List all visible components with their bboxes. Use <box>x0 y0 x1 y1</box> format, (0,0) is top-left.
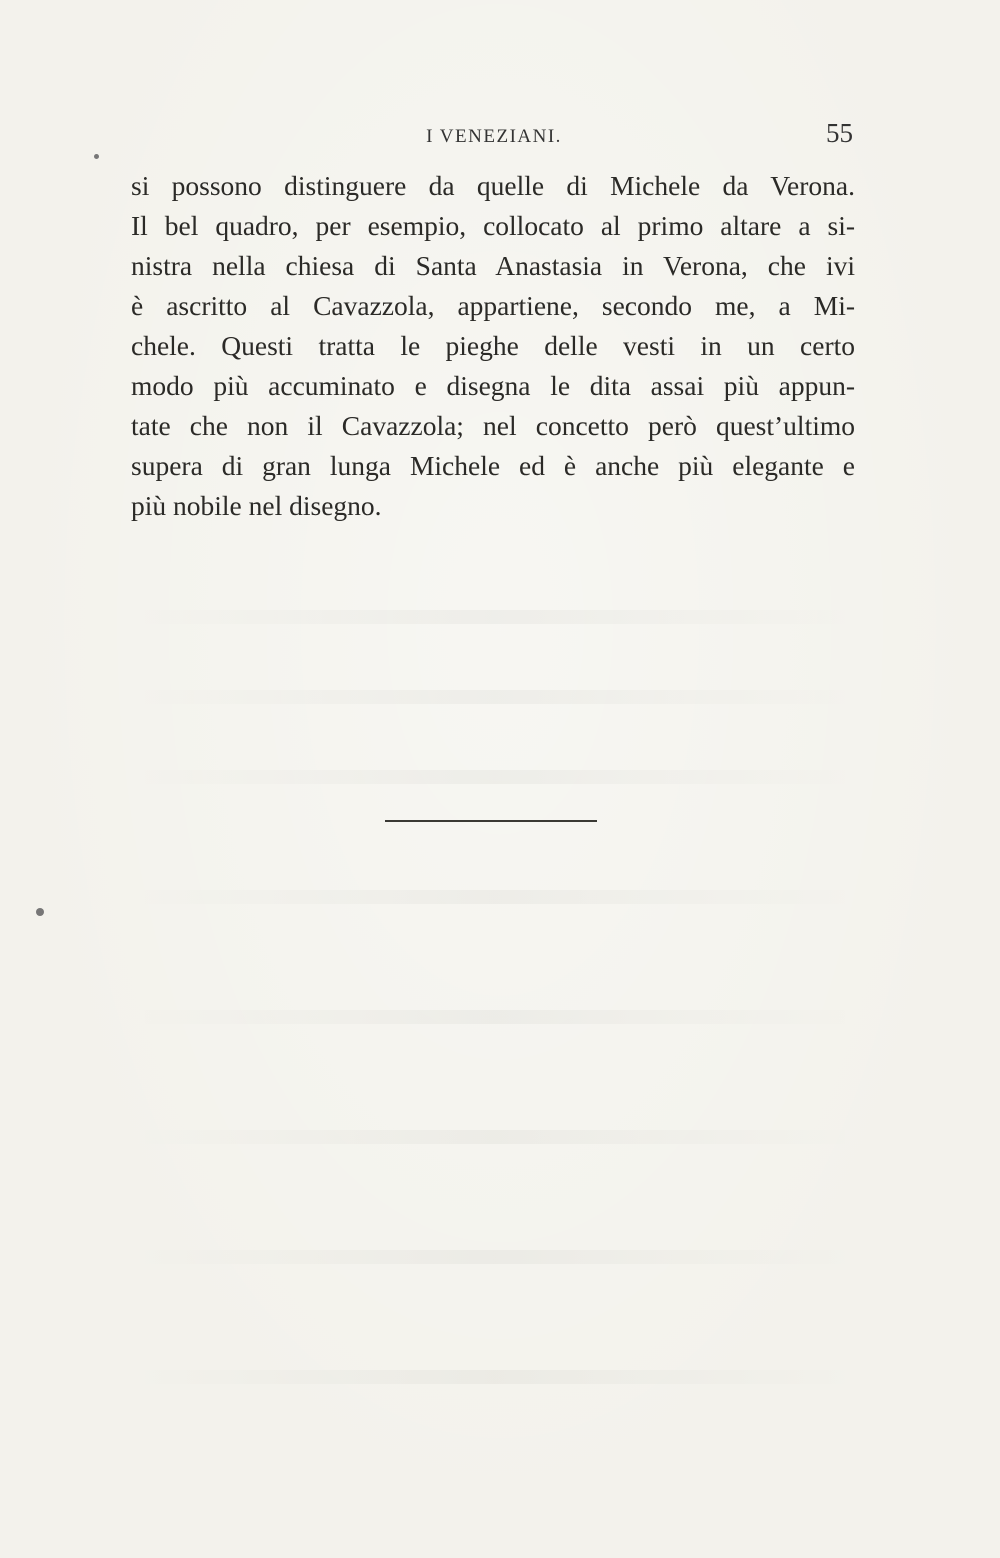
show-through-shading <box>130 1250 860 1264</box>
text-line: supera di gran lunga Michele ed è anche più elegante e <box>131 450 855 481</box>
text-line: tate che non il Cavazzola; nel concetto però quest’ultimo <box>131 410 855 441</box>
section-divider-rule <box>385 820 597 822</box>
paper-speck <box>94 154 99 159</box>
text-line: si possono distinguere da quelle di Michele da Verona. <box>131 170 855 201</box>
show-through-shading <box>130 1130 860 1144</box>
text-line: è ascritto al Cavazzola, appartiene, secondo me, a Mi- <box>131 290 855 321</box>
text-line: più nobile nel disegno. <box>131 490 382 521</box>
running-title: I VENEZIANI. <box>426 126 562 147</box>
text-line: Il bel quadro, per esempio, collocato al primo altare a si- <box>131 210 855 241</box>
show-through-shading <box>130 610 860 624</box>
text-line: modo più accuminato e disegna le dita assai più appun- <box>131 370 855 401</box>
show-through-shading <box>130 1370 860 1384</box>
paper-speck <box>36 908 44 916</box>
running-head <box>135 118 853 154</box>
text-line: nistra nella chiesa di Santa Anastasia in Verona, che ivi <box>131 250 855 281</box>
show-through-shading <box>130 1010 860 1024</box>
page-number: 55 <box>826 118 853 148</box>
show-through-shading <box>130 890 860 904</box>
body-paragraph <box>131 166 855 526</box>
text-line: chele. Questi tratta le pieghe delle vesti in un certo <box>131 330 855 361</box>
show-through-shading <box>130 770 860 784</box>
show-through-shading <box>130 690 860 704</box>
